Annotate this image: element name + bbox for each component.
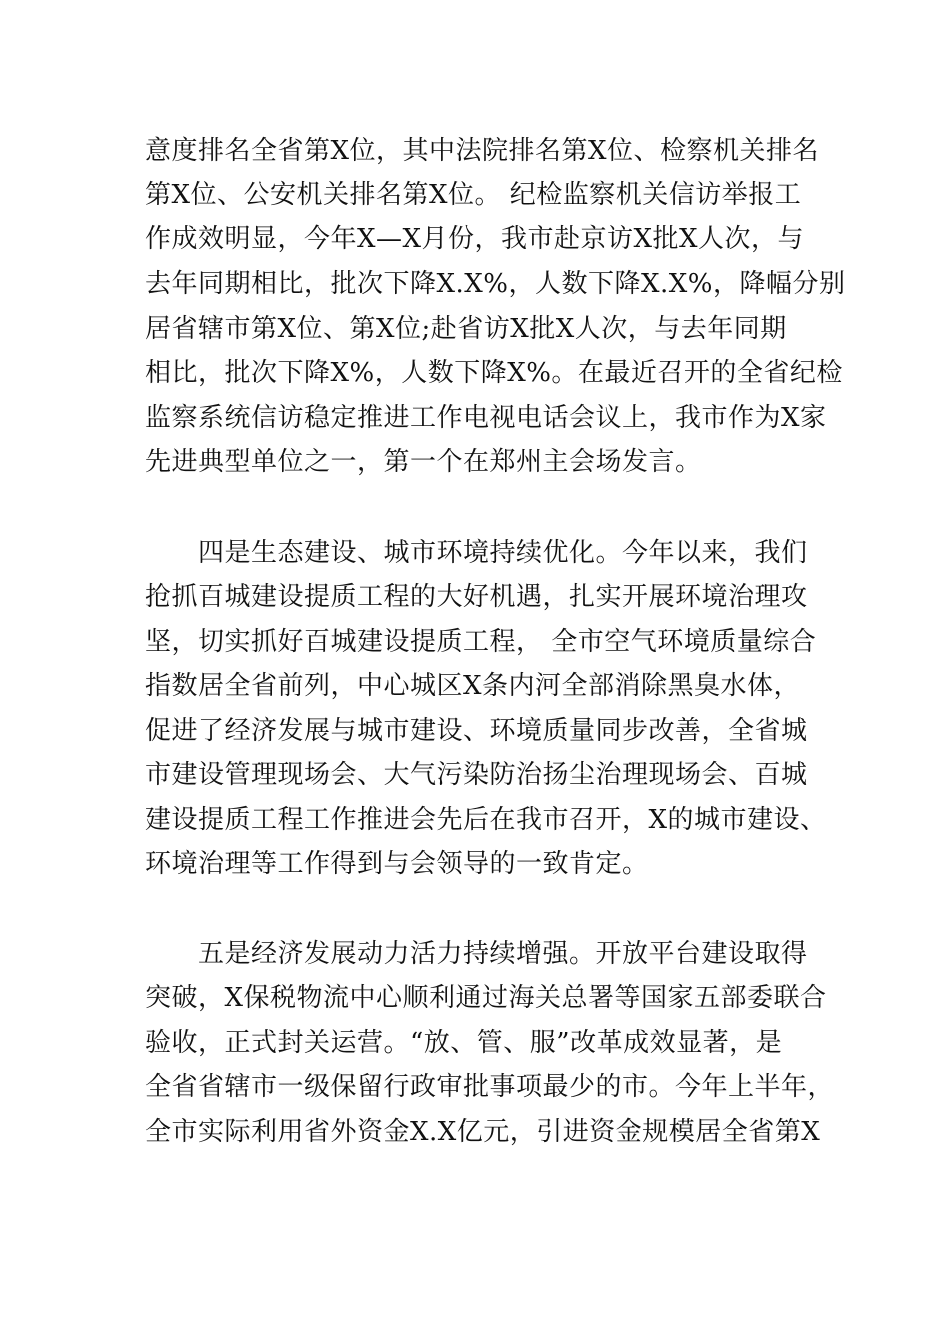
text-line: 居省辖市第X位、第X位;赴省访X批X人次，与去年同期 xyxy=(145,314,787,344)
paragraph-heading-line: 四是生态建设、城市环境持续优化。今年以来，我们 xyxy=(198,538,808,568)
text-line: 去年同期相比，批次下降X.X%，人数下降X.X%，降幅分别 xyxy=(145,269,846,299)
text-line: 指数居全省前列，中心城区X条内河全部消除黑臭水体， xyxy=(145,671,801,701)
text-line: 坚，切实抓好百城建设提质工程， 全市空气环境质量综合 xyxy=(145,627,817,657)
text-line: 验收，正式封关运营。“放、管、服”改革成效显著，是 xyxy=(145,1028,783,1058)
text-line: 先进典型单位之一，第一个在郑州主会场发言。 xyxy=(145,447,702,477)
text-line: 抢抓百城建设提质工程的大好机遇，扎实开展环境治理攻 xyxy=(145,582,808,612)
text-line: 意度排名全省第X位，其中法院排名第X位、检察机关排名 xyxy=(145,136,820,166)
text-line: 相比，批次下降X%，人数下降X%。在最近召开的全省纪检 xyxy=(145,358,843,388)
text-line: 突破，X保税物流中心顺利通过海关总署等国家五部委联合 xyxy=(145,983,827,1013)
text-line: 市建设管理现场会、大气污染防治扬尘治理现场会、百城 xyxy=(145,760,808,790)
text-line: 环境治理等工作得到与会领导的一致肯定。 xyxy=(145,849,649,879)
text-line: 促进了经济发展与城市建设、环境质量同步改善，全省城 xyxy=(145,716,808,746)
paragraph-heading-line: 五是经济发展动力活力持续增强。开放平台建设取得 xyxy=(198,939,808,969)
text-line: 作成效明显，今年X—X月份，我市赴京访X批X人次，与 xyxy=(145,224,805,254)
text-line: 建设提质工程工作推进会先后在我市召开，X的城市建设、 xyxy=(145,805,827,835)
text-line: 全省省辖市一级保留行政审批事项最少的市。今年上半年， xyxy=(145,1072,835,1102)
text-line: 全市实际利用省外资金X.X亿元，引进资金规模居全省第X xyxy=(145,1117,821,1147)
text-line: 监察系统信访稳定推进工作电视电话会议上，我市作为X家 xyxy=(145,403,827,433)
text-line: 第X位、公安机关排名第X位。 纪检监察机关信访举报工 xyxy=(145,180,802,210)
